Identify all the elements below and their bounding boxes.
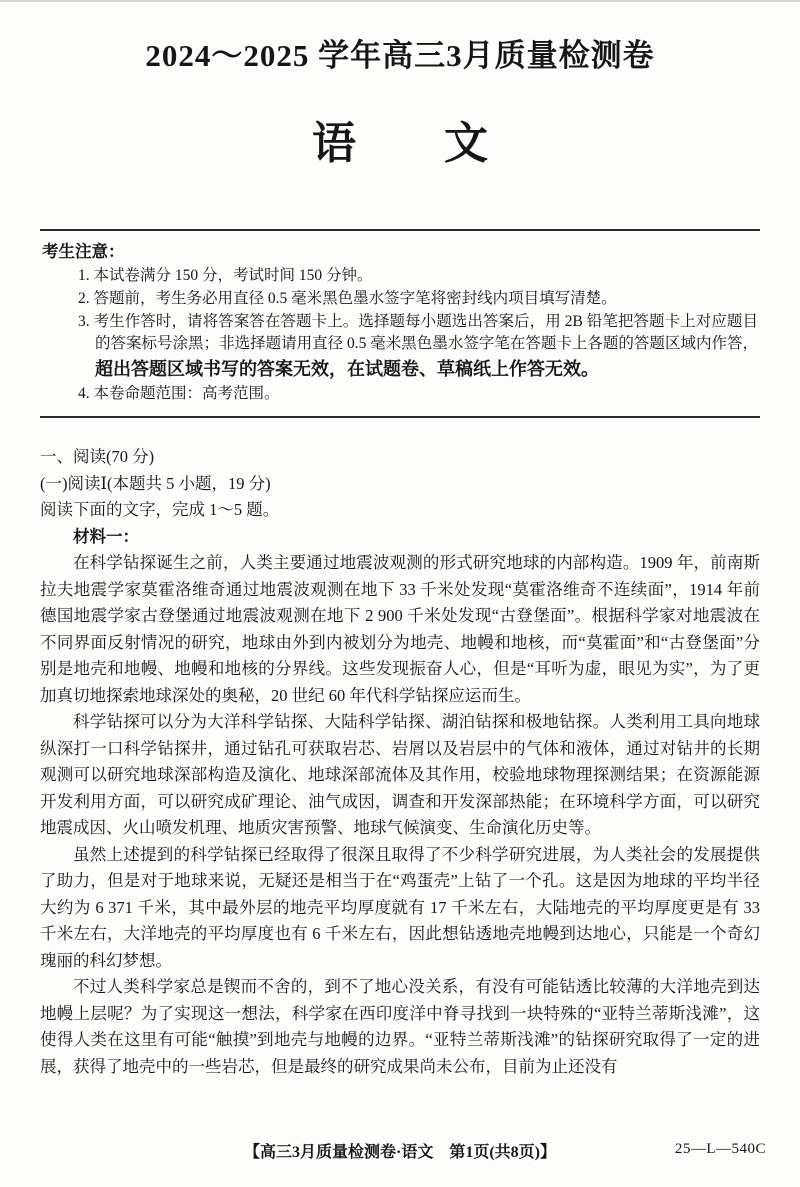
notice-item-1: 1. 本试卷满分 150 分，考试时间 150 分钟。 [78,266,373,284]
paper-subject: 语 文 [312,119,488,169]
subsection-heading: (一)阅读Ⅰ(本题共 5 小题，19 分) [40,473,271,493]
footer-page-label: 【高三3月质量检测卷·语文 第1页(共8页)】 [244,1144,556,1161]
notice-item-3-text: 3. 考生作答时，请将答案答在答题卡上。选择题每小题选出答案后，用 2B 铅笔把答题卡上对应题目的答案标号涂黑；非选择题请用直径 0.5 毫米黑色墨水签字笔在答题卡上各题的答题区域内作答， [78,312,758,353]
notice-heading: 考生注意： [42,242,125,262]
notice-section [40,229,760,418]
notice-item-2: 2. 答题前，考生务必用直径 0.5 毫米黑色墨水签字笔将密封线内项目填写清楚。 [78,289,617,307]
notice-item-3 [42,311,758,384]
material-paragraph-3: 虽然上述提到的科学钻探已经取得了很深且取得了不少科学研究进展，为人类社会的发展提供了助力，但是对于地球来说，无疑还是相当于在“鸡蛋壳”上钻了一个孔。这是因为地球的平均半径大约为 6 371 千米，其中最外层的地壳平均厚度就有 17 千米左右，大陆地壳的平均厚度更是有 33 千米左右，大洋地壳的平均厚度也有 6 千米左右，因此想钻透地壳地幔到达地心，只能是一个奇幻瑰丽的科幻梦想。 [40,844,760,970]
material-paragraph-4: 不过人类科学家总是锲而不舍的，到不了地心没关系，有没有可能钻透比较薄的大洋地壳到达地幔上层呢？为了实现这一想法，科学家在西印度洋中脊寻找到一块特殊的“亚特兰蒂斯浅滩”，这使得人类在这里有可能“触摸”到地壳与地幔的边界。“亚特兰蒂斯浅滩”的钻探研究取得了一定的进展，获得了地壳中的一些岩芯，但是最终的研究成果尚未公布，目前为止还没有 [40,977,760,1076]
paper-title: 2024～2025 学年高三3月质量检测卷 [145,38,655,73]
material-label: 材料一： [73,526,139,546]
page-footer [0,1139,800,1163]
reading-instruction: 阅读下面的文字，完成 1～5 题。 [40,500,280,520]
notice-item-4: 4. 本卷命题范围：高考范围。 [78,385,280,403]
page-content [0,2,800,1080]
material-paragraph-1: 在科学钻探诞生之前，人类主要通过地震波观测的形式研究地球的内部构造。1909 年，前南斯拉夫地震学家莫霍洛维奇通过地震波观测在地下 33 千米处发现“莫霍洛维奇不连续面”，1914 年前德国地震学家古登堡通过地震波观测在地下 2 900 千米处发现“古登堡面”。根据科学家对地震波在不同界面反射情况的研究，地球由外到内被划分为地壳、地幔和地核，而“莫霍面”和“古登堡面”分别是地壳和地幔、地幔和地核的分界线。这些发现振奋人心，但是“耳听为虚，眼见为实”，为了更加真切地探索地球深处的奥秘，20 世纪 60 年代科学钻探应运而生。 [40,553,760,705]
material-paragraph-2: 科学钻探可以分为大洋科学钻探、大陆科学钻探、湖泊钻探和极地钻探。人类利用工具向地球纵深打一口科学钻探井，通过钻孔可获取岩芯、岩屑以及岩层中的气体和液体，通过对钻井的长期观测可以研究地球深部构造及演化、地球深部流体及其作用，校验地球物理探测结果；在资源能源开发利用方面，可以研究成矿理论、油气成因，调查和开发深部热能；在环境科学方面，可以研究地震成因、火山喷发机理、地质灾害预警、地球气候演变、生命演化历史等。 [40,712,760,838]
section-heading: 一、阅读(70 分) [40,447,155,467]
footer-paper-code: 25—L—540C [674,1141,766,1157]
reading-section [40,444,760,1080]
notice-item-3-emphasis: 超出答题区域书写的答案无效，在试题卷、草稿纸上作答无效。 [95,359,599,380]
